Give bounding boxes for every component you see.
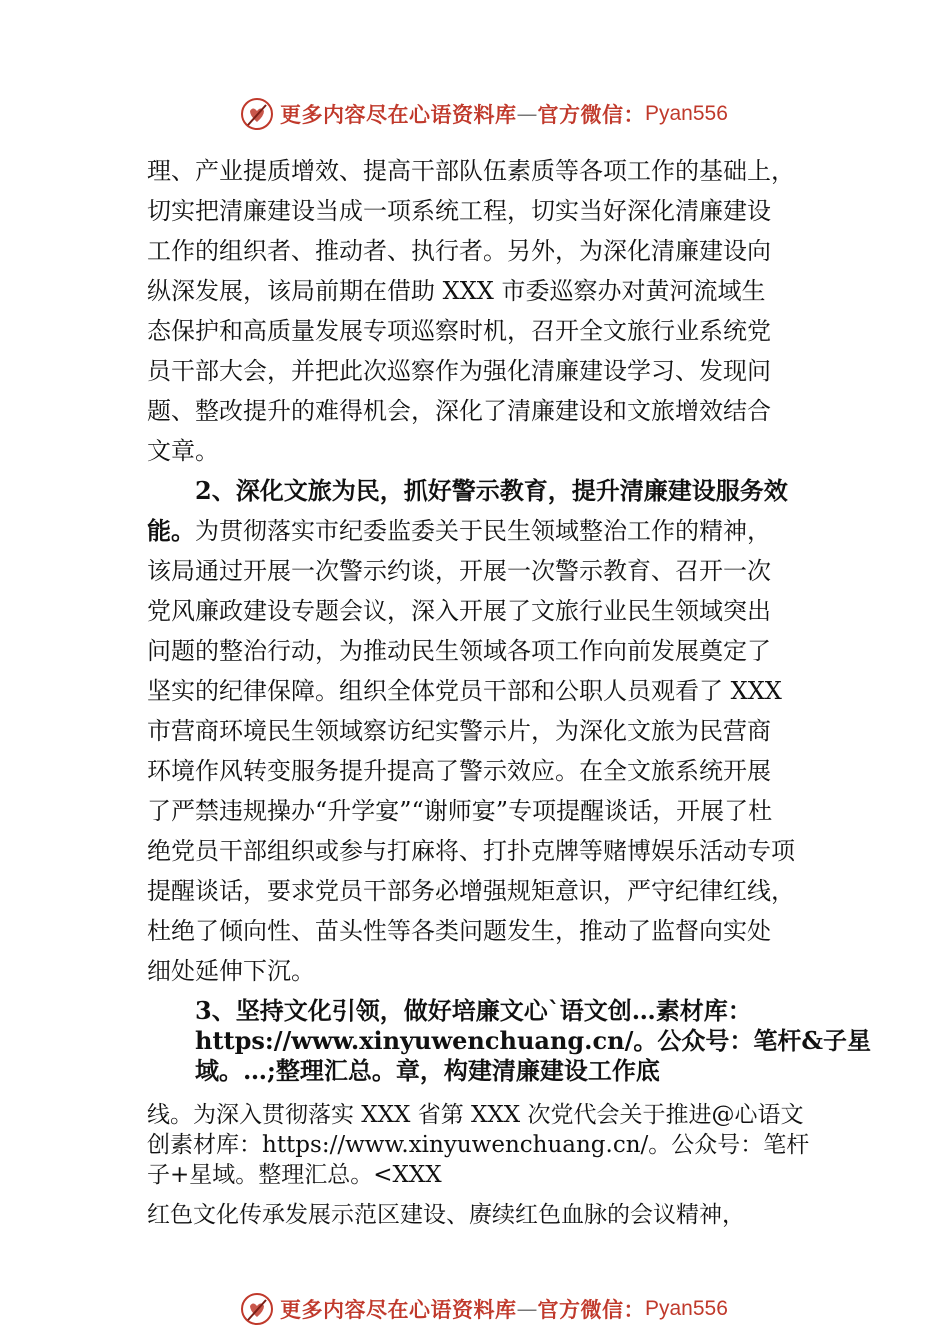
paragraph-line: 问题的整治行动，为推动民生领域各项工作向前发展奠定了 bbox=[147, 637, 771, 665]
paragraph-line bbox=[147, 516, 771, 546]
paragraph-line: 子+星域。整理汇总。<XXX bbox=[147, 1162, 442, 1188]
watermark-title: 更多内容尽在心语资料库 bbox=[280, 1297, 517, 1322]
watermark-wechat-id: Pyan556 bbox=[645, 102, 728, 125]
pen-heart-logo-icon bbox=[240, 97, 274, 131]
paragraph-line: 纵深发展，该局前期在借助 XXX 市委巡察办对黄河流域生 bbox=[147, 277, 766, 305]
paragraph-line: 市营商环境民生领域察访纪实警示片，为深化文旅为民营商 bbox=[147, 717, 771, 745]
paragraph-line: 红色文化传承发展示范区建设、赓续红色血脉的会议精神， bbox=[147, 1202, 745, 1228]
paragraph-line: 员干部大会，并把此次巡察作为强化清廉建设学习、发现问 bbox=[147, 357, 771, 385]
paragraph-line: 提醒谈话，要求党员干部务必增强规矩意识，严守纪律红线， bbox=[147, 877, 795, 905]
section-heading-3: https://www.xinyuwenchuang.cn/。公众号：笔杆&子星 bbox=[195, 1026, 872, 1055]
paragraph-line: 了严禁违规操办“升学宴”“谢师宴”专项提醒谈话，开展了杜 bbox=[147, 797, 773, 825]
paragraph-line: 文章。 bbox=[147, 437, 219, 465]
paragraph-line: 杜绝了倾向性、苗头性等各类问题发生，推动了监督向实处 bbox=[147, 917, 771, 945]
paragraph-line: 切实把清廉建设当成一项系统工程，切实当好深化清廉建设 bbox=[147, 197, 771, 225]
watermark-title: 更多内容尽在心语资料库 bbox=[280, 102, 517, 127]
watermark-dash: — bbox=[516, 102, 538, 126]
watermark-wechat-label: 官方微信： bbox=[537, 1297, 645, 1322]
paragraph-line: 理、产业提质增效、提高干部队伍素质等各项工作的基础上， bbox=[147, 157, 795, 185]
paragraph-line: 坚实的纪律保障。组织全体党员干部和公职人员观看了 XXX bbox=[147, 677, 782, 705]
paragraph-line: 题、整改提升的难得机会，深化了清廉建设和文旅增效结合 bbox=[147, 397, 771, 425]
footer-watermark bbox=[240, 1292, 728, 1326]
paragraph-line: 细处延伸下沉。 bbox=[147, 957, 315, 985]
section-heading-2: 2、深化文旅为民，抓好警示教育，提升清廉建设服务效 bbox=[195, 476, 788, 505]
paragraph-line: 党风廉政建设专题会议，深入开展了文旅行业民生领域突出 bbox=[147, 597, 771, 625]
paragraph-line: 线。为深入贯彻落实 XXX 省第 XXX 次党代会关于推进@心语文 bbox=[147, 1102, 804, 1128]
paragraph-line: 该局通过开展一次警示约谈，开展一次警示教育、召开一次 bbox=[147, 557, 771, 585]
paragraph-line: 创素材库：https://www.xinyuwenchuang.cn/。公众号：笔杆 bbox=[147, 1132, 810, 1158]
watermark-wechat-id: Pyan556 bbox=[645, 1297, 728, 1320]
section-heading-3: 3、坚持文化引领，做好培廉文心`语文创…素材库： bbox=[195, 996, 752, 1025]
paragraph-line: 工作的组织者、推动者、执行者。另外，为深化清廉建设向 bbox=[147, 237, 771, 265]
watermark-dash: — bbox=[516, 1297, 538, 1321]
watermark-wechat-label: 官方微信： bbox=[537, 102, 645, 127]
section-heading-3: 域。…;整理汇总。章，构建清廉建设工作底 bbox=[195, 1056, 660, 1085]
paragraph-line: 绝党员干部组织或参与打麻将、打扑克牌等赌博娱乐活动专项 bbox=[147, 837, 795, 865]
heading-tail: 能。 bbox=[147, 516, 195, 545]
header-watermark bbox=[240, 97, 728, 131]
heading-line-rest: 为贯彻落实市纪委监委关于民生领域整治工作的精神， bbox=[195, 517, 771, 545]
paragraph-line: 态保护和高质量发展专项巡察时机，召开全文旅行业系统党 bbox=[147, 317, 771, 345]
pen-heart-logo-icon bbox=[240, 1292, 274, 1326]
paragraph-line: 环境作风转变服务提升提高了警示效应。在全文旅系统开展 bbox=[147, 757, 771, 785]
